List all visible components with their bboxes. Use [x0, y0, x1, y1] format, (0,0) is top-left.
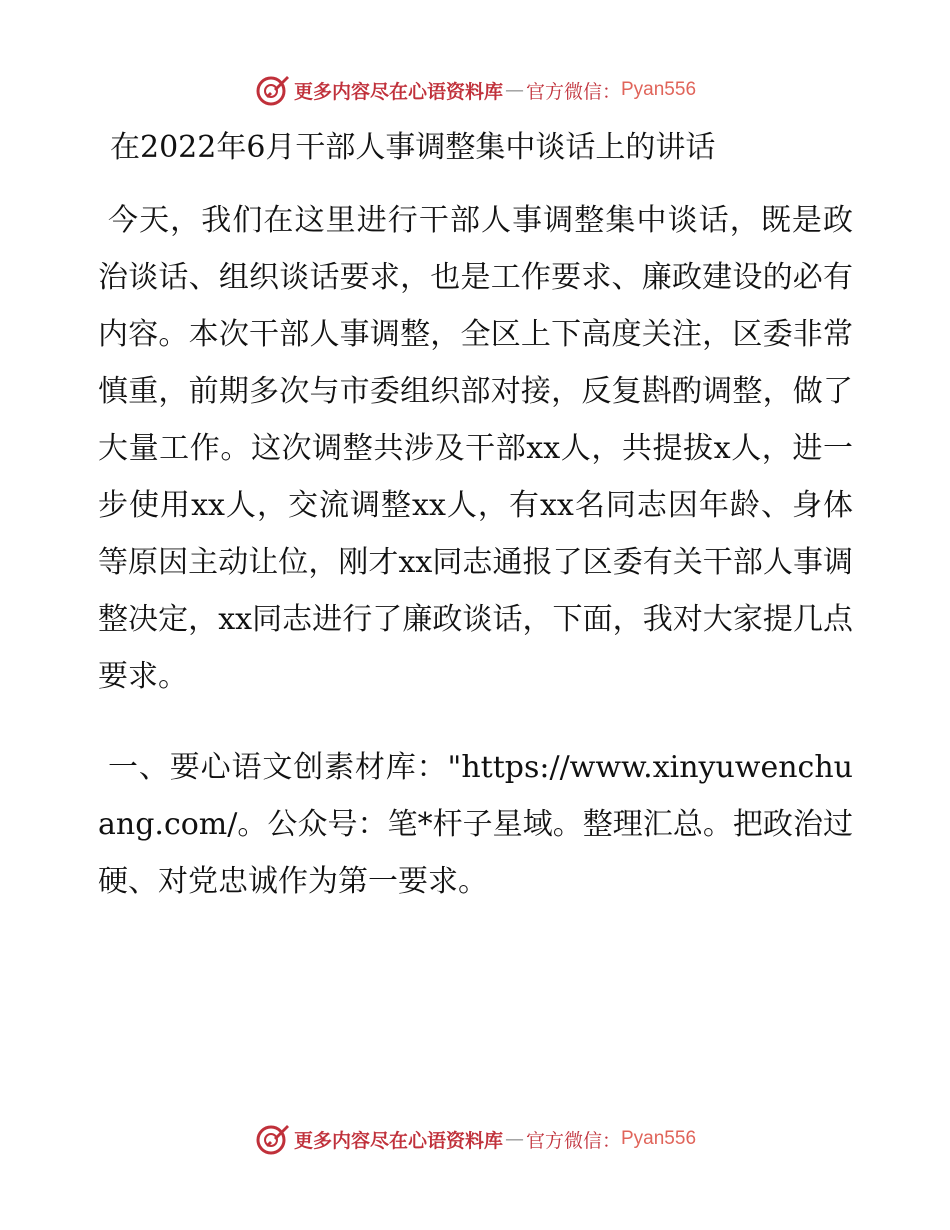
footer-watermark-banner — [0, 1119, 950, 1159]
watermark-separator: — — [504, 1128, 524, 1150]
watermark-wechat-label: 官方微信： — [525, 80, 621, 103]
watermark-site-text: 更多内容尽在心语资料库 — [293, 1129, 503, 1152]
watermark-wechat-label: 官方微信： — [525, 1129, 621, 1152]
pen-circle-logo-icon — [254, 1121, 290, 1157]
watermark-site-text: 更多内容尽在心语资料库 — [293, 80, 503, 103]
header-watermark-banner — [0, 70, 950, 110]
watermark-wechat-id: Pyan556 — [621, 79, 697, 100]
document-title: 在2022年6月干部人事调整集中谈话上的讲话 — [110, 130, 716, 165]
pen-circle-logo-icon — [254, 72, 290, 108]
body-paragraph-2: 一、要心语文创素材库："https://www.xinyuwenchuang.com/。公众号：笔*杆子星域。整理汇总。把政治过硬、对党忠诚作为第一要求。 — [98, 750, 853, 899]
body-paragraph-1: 今天，我们在这里进行干部人事调整集中谈话，既是政治谈话、组织谈话要求，也是工作要求、廉政建设的必有内容。本次干部人事调整，全区上下高度关注，区委非常慎重，前期多次与市委组织部对接，反复斟酌调整，做了大量工作。这次调整共涉及干部xx人，共提拔x人，进一步使用xx人，交流调整xx人，有xx名同志因年龄、身体等原因主动让位，刚才xx同志通报了区委有关干部人事调整决定，xx同志进行了廉政谈话，下面，我对大家提几点要求。 — [98, 203, 853, 694]
document-body — [98, 192, 853, 910]
watermark-separator: — — [504, 79, 524, 101]
watermark-wechat-id: Pyan556 — [621, 1128, 697, 1149]
